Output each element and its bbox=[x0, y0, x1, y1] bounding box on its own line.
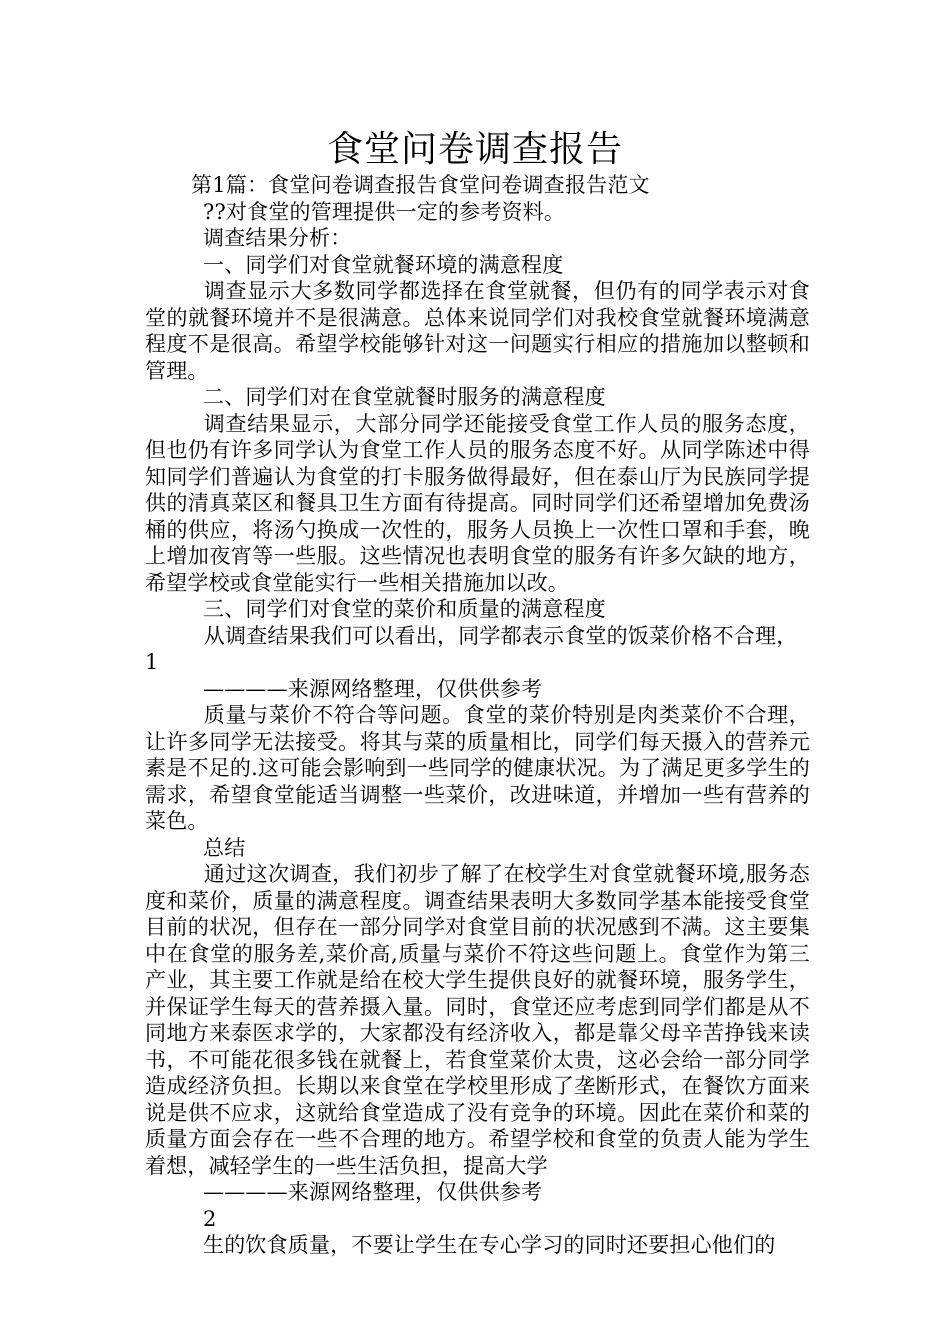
source-note-1: ————来源网络整理，仅供供参考 bbox=[203, 676, 543, 701]
summary-heading: 总结 bbox=[203, 835, 246, 860]
section-heading-2: 二、同学们对在食堂就餐时服务的满意程度 bbox=[203, 385, 606, 409]
paragraph-price-start: 从调查结果我们可以看出，同学都表示食堂的饭菜价格不合理， bbox=[203, 623, 798, 648]
intro-line: ??对食堂的管理提供一定的参考资料。 bbox=[203, 199, 566, 224]
paragraph-price-continued: 质量与菜价不符合等问题。食堂的菜价特别是肉类菜价不合理，让许多同学无法接受。将其与菜的质量相比，同学们每天摄入的营养元素是不足的.这可能会影响到一些同学的健康状况。为了满足更多学生的需求，希望食堂能适当调整一些菜价，改进味道，并增加一些有营养的菜色。 bbox=[145, 703, 810, 833]
analysis-heading: 调查结果分析： bbox=[203, 226, 352, 250]
paragraph-environment: 调查显示大多数同学都选择在食堂就餐，但仍有的同学表示对食堂的就餐环境并不是很满意。总体来说同学们对我校食堂就餐环境满意程度不是很高。希望学校能够针对这一问题实行相应的措施加以整顿和管理。 bbox=[145, 279, 810, 383]
section-heading-3: 三、同学们对食堂的菜价和质量的满意程度 bbox=[203, 597, 606, 621]
section-heading-1: 一、同学们对食堂就餐环境的满意程度 bbox=[203, 252, 564, 277]
page-number-2: 2 bbox=[203, 1206, 217, 1231]
page-number-1: 1 bbox=[145, 650, 159, 674]
document-title: 食堂问卷调查报告 bbox=[326, 129, 623, 170]
paragraph-service: 调查结果显示，大部分同学还能接受食堂工作人员的服务态度，但也仍有许多同学认为食堂工作人员的服务态度不好。从同学陈述中得知同学们普遍认为食堂的打卡服务做得最好，但在泰山厅为民族同学提供的清真菜区和餐具卫生方面有待提高。同时同学们还希望增加免费汤桶的供应，将汤勺换成一次性的，服务人员换上一次性口罩和手套，晚上增加夜宵等一些服。这些情况也表明食堂的服务有许多欠缺的地方，希望学校或食堂能实行一些相关措施加以改。 bbox=[145, 411, 810, 595]
source-note-2: ————来源网络整理，仅供供参考 bbox=[203, 1180, 543, 1204]
paragraph-summary: 通过这次调查，我们初步了解了在校学生对食堂就餐环境,服务态度和菜价，质量的满意程度。调查结果表明大多数同学基本能接受食堂目前的状况，但存在一部分同学对食堂目前的状况感到不满。这主要集中在食堂的服务差,菜价高,质量与菜价不符这些问题上。食堂作为第三产业，其主要工作就是给在校大学生提供良好的就餐环境，服务学生，并保证学生每天的营养摄入量。同时，食堂还应考虑到同学们都是从不同地方来泰医求学的，大家都没有经济收入，都是靠父母辛苦挣钱来读书，不可能花很多钱在就餐上，若食堂菜价太贵，这必会给一部分同学造成经济负担。长期以来食堂在学校里形成了垄断形式，在餐饮方面来说是供不应求，这就给食堂造成了没有竞争的环境。因此在菜价和菜的质量方面会存在一些不合理的地方。希望学校和食堂的负责人能为学生着想，减轻学生的一些生活负担，提高大学 bbox=[145, 862, 810, 1178]
document-body bbox=[145, 172, 810, 1259]
paragraph-final: 生的饮食质量，不要让学生在专心学习的同时还要担心他们的 bbox=[203, 1233, 776, 1257]
article-subtitle: 第1篇：食堂问卷调查报告食堂问卷调查报告范文 bbox=[191, 173, 650, 197]
